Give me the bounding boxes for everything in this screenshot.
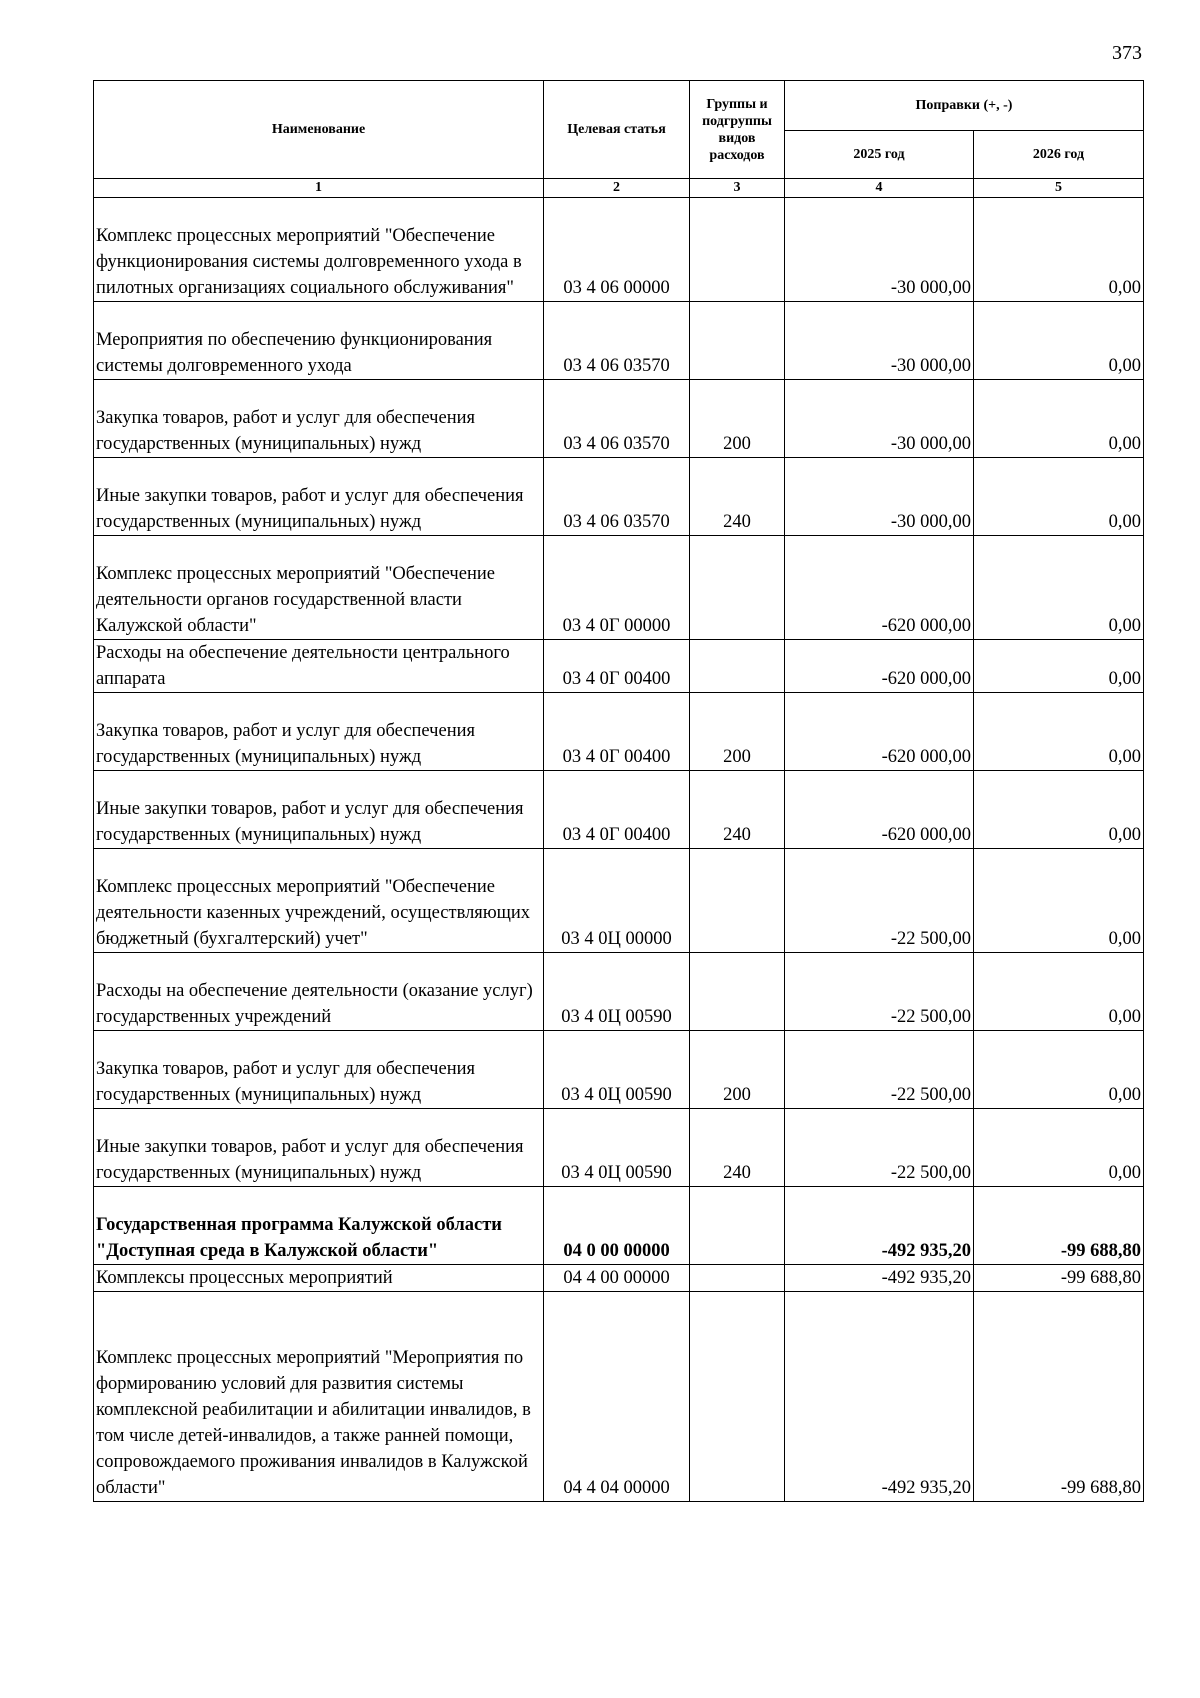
row-name-cell: Расходы на обеспечение деятельности центрального аппарата [94, 640, 544, 693]
row-target-article-cell: 03 4 0Ц 00590 [544, 1031, 690, 1109]
page-number: 373 [1112, 42, 1142, 64]
table-row [94, 849, 1144, 953]
table-row [94, 1031, 1144, 1109]
row-amount-2026-cell: 0,00 [974, 953, 1144, 1031]
row-amount-2025-cell: -22 500,00 [785, 1031, 974, 1109]
table-body [94, 198, 1144, 1502]
table-row [94, 953, 1144, 1031]
row-target-article-cell: 03 4 06 03570 [544, 458, 690, 536]
row-target-article-cell: 04 4 04 00000 [544, 1292, 690, 1502]
row-amount-2026-cell: 0,00 [974, 771, 1144, 849]
row-expense-group-cell: 240 [690, 1109, 785, 1187]
header-expense-groups: Группы и подгруппы видов расходов [690, 81, 785, 179]
table-row [94, 640, 1144, 693]
column-number: 4 [785, 179, 974, 198]
table-row [94, 536, 1144, 640]
row-amount-2026-cell: -99 688,80 [974, 1265, 1144, 1292]
row-expense-group-cell [690, 1292, 785, 1502]
row-amount-2025-cell: -620 000,00 [785, 536, 974, 640]
column-number: 5 [974, 179, 1144, 198]
row-expense-group-cell [690, 640, 785, 693]
row-name-cell: Государственная программа Калужской области "Доступная среда в Калужской области" [94, 1187, 544, 1265]
column-number: 3 [690, 179, 785, 198]
row-amount-2026-cell: 0,00 [974, 536, 1144, 640]
row-amount-2025-cell: -30 000,00 [785, 380, 974, 458]
row-expense-group-cell: 240 [690, 771, 785, 849]
row-name-cell: Мероприятия по обеспечению функционирования системы долговременного ухода [94, 302, 544, 380]
row-name-cell: Закупка товаров, работ и услуг для обеспечения государственных (муниципальных) нужд [94, 1031, 544, 1109]
row-name-cell: Расходы на обеспечение деятельности (оказание услуг) государственных учреждений [94, 953, 544, 1031]
row-amount-2025-cell: -30 000,00 [785, 458, 974, 536]
row-amount-2026-cell: 0,00 [974, 302, 1144, 380]
row-name-cell: Закупка товаров, работ и услуг для обеспечения государственных (муниципальных) нужд [94, 693, 544, 771]
table-row [94, 1109, 1144, 1187]
row-amount-2025-cell: -620 000,00 [785, 771, 974, 849]
row-amount-2025-cell: -22 500,00 [785, 849, 974, 953]
budget-amendments-table [93, 80, 1144, 1502]
row-amount-2025-cell: -492 935,20 [785, 1292, 974, 1502]
row-target-article-cell: 03 4 0Г 00400 [544, 640, 690, 693]
row-name-cell: Комплекс процессных мероприятий "Обеспечение деятельности казенных учреждений, осуществляющих бюджетный (бухгалтерский) учет" [94, 849, 544, 953]
row-target-article-cell: 03 4 0Г 00000 [544, 536, 690, 640]
row-target-article-cell: 03 4 06 03570 [544, 380, 690, 458]
row-name-cell: Иные закупки товаров, работ и услуг для обеспечения государственных (муниципальных) нужд [94, 458, 544, 536]
row-expense-group-cell: 240 [690, 458, 785, 536]
row-amount-2025-cell: -22 500,00 [785, 1109, 974, 1187]
table-row [94, 198, 1144, 302]
row-expense-group-cell [690, 198, 785, 302]
table-row [94, 771, 1144, 849]
row-target-article-cell: 03 4 0Ц 00590 [544, 953, 690, 1031]
column-numbers-row [94, 179, 1144, 198]
row-target-article-cell: 04 0 00 00000 [544, 1187, 690, 1265]
row-expense-group-cell: 200 [690, 1031, 785, 1109]
row-amount-2025-cell: -22 500,00 [785, 953, 974, 1031]
header-amendments: Поправки (+, -) [785, 81, 1144, 131]
header-target-article: Целевая статья [544, 81, 690, 179]
row-amount-2026-cell: 0,00 [974, 1109, 1144, 1187]
row-target-article-cell: 03 4 0Г 00400 [544, 693, 690, 771]
row-amount-2026-cell: 0,00 [974, 849, 1144, 953]
row-amount-2026-cell: -99 688,80 [974, 1292, 1144, 1502]
row-amount-2026-cell: 0,00 [974, 640, 1144, 693]
table-row [94, 302, 1144, 380]
row-amount-2025-cell: -492 935,20 [785, 1265, 974, 1292]
row-amount-2026-cell: 0,00 [974, 458, 1144, 536]
row-amount-2026-cell: -99 688,80 [974, 1187, 1144, 1265]
row-name-cell: Закупка товаров, работ и услуг для обеспечения государственных (муниципальных) нужд [94, 380, 544, 458]
column-number: 2 [544, 179, 690, 198]
row-expense-group-cell: 200 [690, 693, 785, 771]
row-amount-2025-cell: -30 000,00 [785, 302, 974, 380]
column-number: 1 [94, 179, 544, 198]
row-target-article-cell: 03 4 06 03570 [544, 302, 690, 380]
row-expense-group-cell [690, 302, 785, 380]
row-target-article-cell: 03 4 0Ц 00000 [544, 849, 690, 953]
row-expense-group-cell [690, 953, 785, 1031]
row-amount-2026-cell: 0,00 [974, 198, 1144, 302]
table-row [94, 380, 1144, 458]
row-target-article-cell: 04 4 00 00000 [544, 1265, 690, 1292]
row-name-cell: Комплекс процессных мероприятий "Обеспечение деятельности органов государственной власти Калужской области" [94, 536, 544, 640]
table-row [94, 458, 1144, 536]
row-expense-group-cell: 200 [690, 380, 785, 458]
header-year-2026: 2026 год [974, 131, 1144, 179]
row-amount-2025-cell: -620 000,00 [785, 640, 974, 693]
row-expense-group-cell [690, 849, 785, 953]
row-amount-2025-cell: -620 000,00 [785, 693, 974, 771]
row-name-cell: Иные закупки товаров, работ и услуг для обеспечения государственных (муниципальных) нужд [94, 771, 544, 849]
row-name-cell: Комплекс процессных мероприятий "Обеспечение функционирования системы долговременного ухода в пилотных организациях социального обслуживания" [94, 198, 544, 302]
row-name-cell: Иные закупки товаров, работ и услуг для обеспечения государственных (муниципальных) нужд [94, 1109, 544, 1187]
table-row [94, 1265, 1144, 1292]
row-name-cell: Комплекс процессных мероприятий "Мероприятия по формированию условий для развития системы комплексной реабилитации и абилитации инвалидов, в том числе детей-инвалидов, а также ранней помощи, сопровождаемого проживания инвалидов в Калужской области" [94, 1292, 544, 1502]
row-amount-2025-cell: -492 935,20 [785, 1187, 974, 1265]
row-expense-group-cell [690, 1265, 785, 1292]
table-row [94, 693, 1144, 771]
table-row [94, 1292, 1144, 1502]
row-expense-group-cell [690, 1187, 785, 1265]
row-target-article-cell: 03 4 0Ц 00590 [544, 1109, 690, 1187]
row-target-article-cell: 03 4 06 00000 [544, 198, 690, 302]
row-expense-group-cell [690, 536, 785, 640]
row-name-cell: Комплексы процессных мероприятий [94, 1265, 544, 1292]
row-amount-2026-cell: 0,00 [974, 693, 1144, 771]
header-name: Наименование [94, 81, 544, 179]
row-amount-2026-cell: 0,00 [974, 1031, 1144, 1109]
table-row [94, 1187, 1144, 1265]
header-year-2025: 2025 год [785, 131, 974, 179]
row-target-article-cell: 03 4 0Г 00400 [544, 771, 690, 849]
row-amount-2026-cell: 0,00 [974, 380, 1144, 458]
row-amount-2025-cell: -30 000,00 [785, 198, 974, 302]
